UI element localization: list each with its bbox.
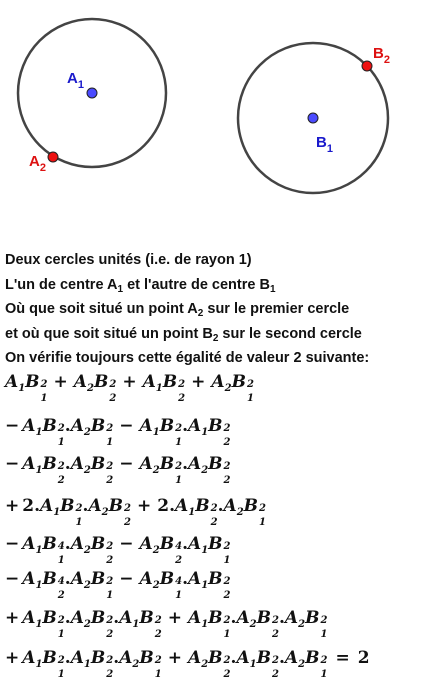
formula-dot: .	[64, 608, 71, 628]
formula-operator: +	[167, 648, 182, 668]
formula-dot: .	[182, 416, 188, 436]
formula-term: $A_2B$ 2 2	[187, 454, 231, 486]
formula-term: $A_1B$ 2 1	[22, 648, 65, 680]
formula-operator: −	[119, 534, 134, 554]
formula-product	[142, 372, 186, 404]
point-b2[interactable]	[362, 61, 372, 71]
formula-term: $A_1B$ 2 2	[119, 608, 162, 640]
formula-dot: .	[64, 569, 71, 589]
formula-product	[22, 454, 114, 486]
formula-term: $A_2B$ 2 2	[88, 496, 131, 528]
formula-dot: .	[182, 569, 188, 589]
formula-operator: +	[5, 496, 20, 516]
formula-product	[211, 372, 254, 404]
formula-product	[22, 534, 114, 566]
point-a2[interactable]	[48, 152, 58, 162]
formula-line	[5, 372, 254, 404]
formula-dot: .	[64, 416, 71, 436]
label-a1: $A_1$	[67, 70, 84, 91]
formula-term: $A_1B$ 2 2	[142, 372, 186, 404]
formula-term: $A_2B$ 2 1	[119, 648, 162, 680]
formula-product	[22, 569, 114, 601]
formula-dot: .	[182, 454, 188, 474]
formula-operator: −	[119, 454, 134, 474]
formula-term: $A_1B$ 2 1	[187, 608, 231, 640]
formula-term: $A_1B$ 2 2	[187, 569, 231, 601]
statement-subscript: 1	[269, 283, 276, 295]
formula-term: $A_2B$ 2 1	[70, 569, 114, 601]
formula-line	[5, 454, 231, 486]
formula-term: $A_2B$ 2 1	[223, 496, 266, 528]
formula-line	[5, 416, 231, 448]
formula-dot: .	[64, 534, 71, 554]
formula-term: $A_2B$ 2 2	[187, 648, 231, 680]
formula-operator: −	[5, 569, 20, 589]
formula-term: $A_1B$ 2 1	[5, 372, 48, 404]
formula-term: $A_2B$ 2 2	[73, 372, 117, 404]
formula-constant: 2.	[22, 496, 40, 516]
formula-product	[139, 534, 231, 566]
statement-line	[5, 346, 369, 371]
statement-text: Deux cercles unités (i.e. de rayon 1)	[5, 252, 252, 268]
statement-line	[5, 297, 369, 322]
formula-dot: .	[64, 454, 71, 474]
statement-text: L'un de centre A	[5, 276, 118, 293]
statement-text: Où que soit situé un point A	[5, 301, 198, 317]
formula-product	[22, 608, 162, 640]
formula-product	[22, 416, 114, 448]
two-circles-figure	[0, 0, 432, 240]
formula-product	[175, 496, 266, 528]
formula-dot: .	[230, 648, 237, 668]
formula-operator: +	[53, 372, 68, 392]
formula-product	[139, 569, 231, 601]
label-a2: $A_2$	[29, 153, 46, 174]
formula-product	[40, 496, 131, 528]
formula-operator: +	[167, 608, 182, 628]
formula-dot: .	[64, 648, 71, 668]
formula-term: $A_1B$ 2 2	[22, 454, 65, 486]
formula-operator: −	[119, 416, 134, 436]
formula-operator: +	[137, 496, 152, 516]
formula-product	[187, 608, 328, 640]
formula-operator: −	[119, 569, 134, 589]
formula-product	[73, 372, 117, 404]
formula-term: $A_2B$ 2 1	[211, 372, 254, 404]
statement-text: On vérifie toujours cette égalité de valeur 2 suivante:	[5, 350, 370, 366]
formula-term: $A_1B$ 2 2	[70, 648, 114, 680]
formula-term: $A_2B$ 2 2	[236, 608, 279, 640]
formula-term: $A_2B$ 2 2	[70, 608, 114, 640]
statement-subscript: 2	[197, 308, 204, 319]
formula-dot: .	[113, 608, 120, 628]
formula-product	[139, 416, 231, 448]
formula-dot: .	[279, 608, 285, 628]
formula-term: $A_1B$ 2 2	[187, 416, 231, 448]
label-b1: $B_1$	[316, 134, 333, 155]
formula-operator: +	[122, 372, 137, 392]
formula-line	[5, 534, 231, 566]
problem-statement	[5, 248, 369, 371]
formula-term: $A_2B$ 2 2	[70, 454, 114, 486]
formula-line	[5, 496, 266, 528]
formula-term: $A_1B$ 2 2	[175, 496, 218, 528]
formula-product	[139, 454, 231, 486]
formula-term: $A_2B$ 4 2	[139, 534, 183, 566]
label-b2: $B_2$	[373, 45, 390, 66]
center-b1-point	[308, 113, 318, 123]
formula-line	[5, 648, 370, 680]
formula-term: $A_1B$ 2 1	[22, 416, 65, 448]
formula-term: $A_1B$ 2 1	[187, 534, 231, 566]
formula-dot: .	[230, 608, 237, 628]
statement-line	[5, 248, 369, 273]
formula-dot: .	[182, 534, 188, 554]
formula-term: $A_1B$ 2 1	[22, 608, 65, 640]
formula-constant: 2	[357, 648, 370, 668]
formula-term: $A_1B$ 2 2	[236, 648, 279, 680]
statement-text: et l'autre de centre B	[123, 276, 270, 293]
formula-dot: .	[279, 648, 285, 668]
formula-line	[5, 608, 328, 640]
formula-equals: =	[335, 648, 350, 668]
formula-operator: −	[5, 454, 20, 474]
statement-subscript: 2	[212, 332, 219, 344]
formula-dot: .	[113, 648, 120, 668]
formula-term: $A_1B$ 4 1	[22, 534, 65, 566]
formula-operator: +	[5, 648, 20, 668]
formula-term: $A_2B$ 2 2	[70, 534, 114, 566]
formula-term: $A_1B$ 4 2	[22, 569, 65, 601]
formula-term: $A_1B$ 2 1	[139, 416, 183, 448]
formula-operator: +	[191, 372, 206, 392]
formula-dot: .	[82, 496, 89, 516]
formula-dot: .	[217, 496, 224, 516]
formula-operator: +	[5, 608, 20, 628]
formula-operator: −	[5, 534, 20, 554]
formula-constant: 2.	[157, 496, 176, 516]
statement-line	[5, 322, 369, 347]
formula-line	[5, 569, 231, 601]
formula-term: $A_2B$ 2 1	[284, 608, 328, 640]
formula-product	[5, 372, 48, 404]
formula-product	[22, 648, 162, 680]
center-a1-point	[87, 88, 97, 98]
statement-subscript: 1	[117, 283, 124, 295]
statement-line	[5, 273, 369, 298]
formula-term: $A_2B$ 4 1	[139, 569, 183, 601]
statement-text: sur le premier cercle	[203, 301, 350, 317]
statement-text: et où que soit situé un point B	[5, 325, 213, 342]
formula-product	[187, 648, 328, 680]
formula-term: $A_2B$ 2 1	[284, 648, 328, 680]
formula-term: $A_1B$ 2 1	[40, 496, 83, 528]
formula-term: $A_2B$ 2 1	[70, 416, 114, 448]
statement-text: sur le second cercle	[218, 325, 362, 342]
formula-term: $A_2B$ 2 1	[139, 454, 183, 486]
formula-operator: −	[5, 416, 20, 436]
